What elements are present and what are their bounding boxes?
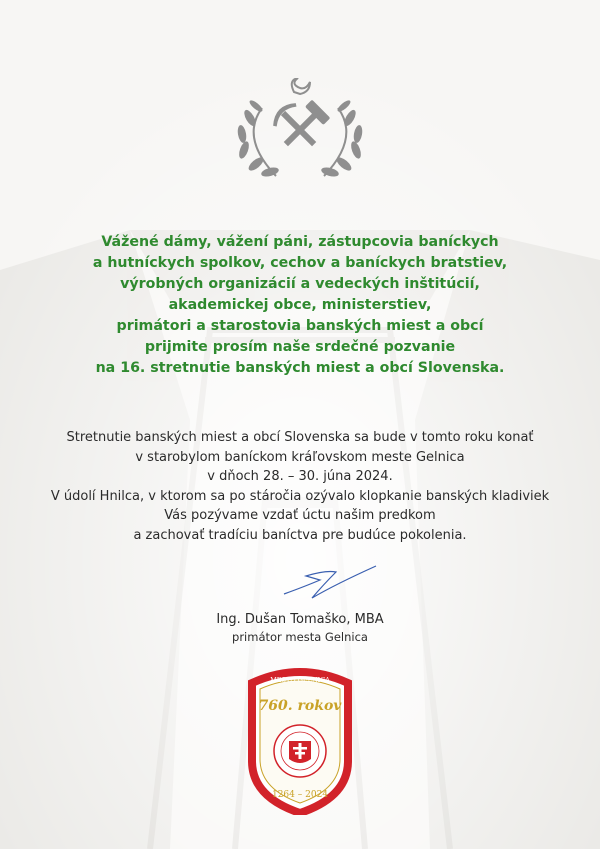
body-line: a zachovať tradíciu baníctva pre budúce pokolenia. (133, 527, 467, 543)
crest-years: 1264 – 2024 (271, 790, 329, 800)
crest-top-text: MESTO GELNICA (270, 676, 330, 684)
handwritten-signature (276, 562, 386, 604)
crest-anniversary: 760. rokov (258, 698, 342, 714)
body-line: Stretnutie banských miest a obcí Slovenska sa bude v tomto roku konať (66, 430, 534, 445)
signer-block (200, 611, 400, 645)
gelnica-anniversary-crest (246, 665, 354, 815)
body-line: Vás pozývame vzdať úctu našim predkom (164, 508, 436, 524)
signer-title: primátor mesta Gelnica (232, 630, 368, 644)
greeting-line: výrobných organizácií a vedeckých inštitúcií, (120, 276, 480, 292)
body-line: V údolí Hnilca, v ktorom sa po stáročia ozývalo klopkanie banských kladiviek (50, 488, 550, 504)
greeting-line: Vážené dámy, vážení páni, zástupcovia baníckych (101, 234, 499, 250)
body-line: v dňoch 28. – 30. júna 2024. (207, 469, 393, 485)
greeting-line: na 16. stretnutie banských miest a obcí Slovenska. (95, 360, 505, 376)
body-line: v starobylom baníckom kráľovskom meste Gelnica (135, 449, 465, 465)
greeting-line: a hutníckych spolkov, cechov a baníckych bratstiev, (92, 255, 508, 271)
greeting-line: akademickej obce, ministerstiev, (168, 297, 432, 313)
greeting-block (40, 232, 560, 379)
signer-name: Ing. Dušan Tomaško, MBA (216, 612, 384, 627)
greeting-line: primátori a starostovia banských miest a obcí (116, 318, 484, 334)
hammer-and-pick-wreath-icon (232, 78, 368, 182)
invitation-body (30, 428, 570, 546)
greeting-line: prijmite prosím naše srdečné pozvanie (144, 339, 456, 355)
